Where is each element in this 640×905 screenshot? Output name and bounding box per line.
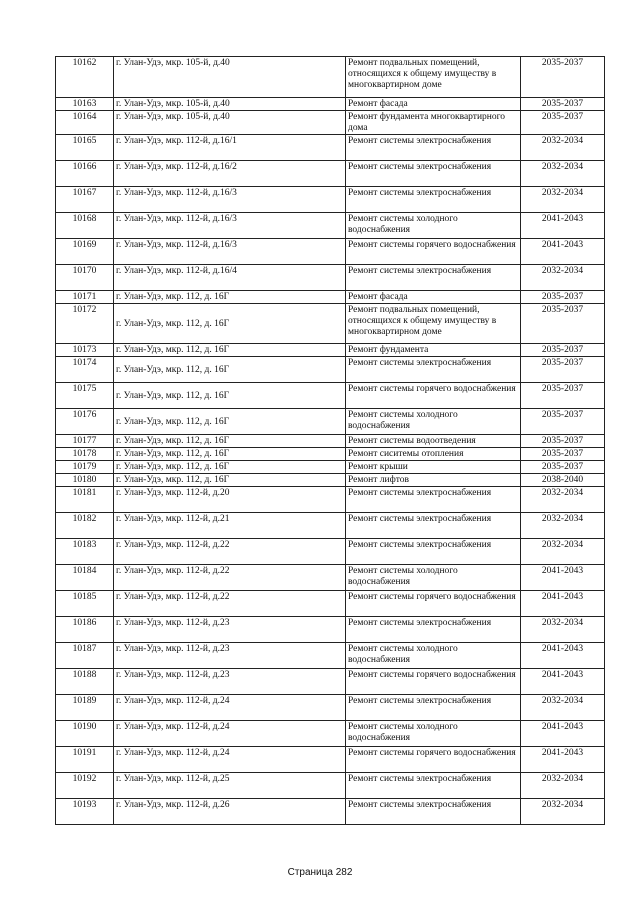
row-years: 2041-2043 [521,721,605,747]
row-address: г. Улан-Удэ, мкр. 112, д. 16Г [114,461,346,474]
row-years: 2041-2043 [521,747,605,773]
row-number: 10165 [56,135,114,161]
row-address: г. Улан-Удэ, мкр. 105-й, д.40 [114,57,346,98]
table-row [56,539,605,565]
table-row [56,57,605,98]
row-work-type: Ремонт системы горячего водоснабжения [346,239,521,265]
row-work-type: Ремонт сиситемы отопления [346,448,521,461]
row-work-type: Ремонт системы холодного водоснабжения [346,213,521,239]
page-number: Страница 282 [287,867,353,878]
row-years: 2041-2043 [521,591,605,617]
row-work-type: Ремонт лифтов [346,474,521,487]
row-years: 2041-2043 [521,239,605,265]
row-number: 10176 [56,409,114,435]
row-address: г. Улан-Удэ, мкр. 112, д. 16Г [114,409,346,435]
row-work-type: Ремонт системы водоотведения [346,435,521,448]
row-years: 2032-2034 [521,161,605,187]
row-work-type: Ремонт системы электроснабжения [346,487,521,513]
row-address: г. Улан-Удэ, мкр. 112-й, д.21 [114,513,346,539]
table-row [56,291,605,304]
row-address: г. Улан-Удэ, мкр. 112-й, д.26 [114,799,346,825]
row-work-type: Ремонт системы холодного водоснабжения [346,409,521,435]
table-row [56,161,605,187]
row-years: 2032-2034 [521,799,605,825]
row-address: г. Улан-Удэ, мкр. 112, д. 16Г [114,383,346,409]
row-years: 2032-2034 [521,265,605,291]
table-row [56,383,605,409]
row-work-type: Ремонт фасада [346,291,521,304]
row-work-type: Ремонт системы электроснабжения [346,187,521,213]
row-work-type: Ремонт системы электроснабжения [346,513,521,539]
row-work-type: Ремонт крыши [346,461,521,474]
table-row [56,213,605,239]
repair-schedule-table [55,56,605,825]
row-years: 2035-2037 [521,291,605,304]
row-years: 2035-2037 [521,448,605,461]
row-work-type: Ремонт системы холодного водоснабжения [346,721,521,747]
row-number: 10173 [56,344,114,357]
table-row [56,98,605,111]
table-row [56,435,605,448]
table-row [56,513,605,539]
table-row [56,344,605,357]
row-years: 2035-2037 [521,304,605,344]
row-number: 10171 [56,291,114,304]
row-number: 10170 [56,265,114,291]
row-address: г. Улан-Удэ, мкр. 112-й, д.16/3 [114,213,346,239]
row-address: г. Улан-Удэ, мкр. 112-й, д.16/3 [114,187,346,213]
table-row [56,265,605,291]
row-work-type: Ремонт системы электроснабжения [346,695,521,721]
row-address: г. Улан-Удэ, мкр. 112-й, д.16/2 [114,161,346,187]
row-work-type: Ремонт фасада [346,98,521,111]
table-row [56,669,605,695]
row-address: г. Улан-Удэ, мкр. 112, д. 16Г [114,344,346,357]
row-years: 2041-2043 [521,643,605,669]
row-work-type: Ремонт системы электроснабжения [346,773,521,799]
table-row [56,239,605,265]
row-number: 10183 [56,539,114,565]
row-years: 2032-2034 [521,187,605,213]
row-address: г. Улан-Удэ, мкр. 112, д. 16Г [114,474,346,487]
table-row [56,617,605,643]
table-row [56,409,605,435]
row-address: г. Улан-Удэ, мкр. 112, д. 16Г [114,291,346,304]
row-address: г. Улан-Удэ, мкр. 105-й, д.40 [114,111,346,135]
row-address: г. Улан-Удэ, мкр. 112-й, д.23 [114,669,346,695]
row-years: 2032-2034 [521,773,605,799]
row-work-type: Ремонт системы электроснабжения [346,265,521,291]
row-years: 2035-2037 [521,98,605,111]
row-work-type: Ремонт фундамента [346,344,521,357]
row-number: 10175 [56,383,114,409]
row-number: 10193 [56,799,114,825]
table-row [56,487,605,513]
row-number: 10188 [56,669,114,695]
row-address: г. Улан-Удэ, мкр. 112-й, д.16/1 [114,135,346,161]
row-address: г. Улан-Удэ, мкр. 112-й, д.24 [114,721,346,747]
row-work-type: Ремонт подвальных помещений, относящихся к общему имуществу в многоквартирном доме [346,57,521,98]
row-work-type: Ремонт системы электроснабжения [346,617,521,643]
row-number: 10178 [56,448,114,461]
row-years: 2035-2037 [521,409,605,435]
row-work-type: Ремонт системы горячего водоснабжения [346,669,521,695]
row-years: 2032-2034 [521,135,605,161]
row-work-type: Ремонт системы электроснабжения [346,799,521,825]
table-row [56,591,605,617]
row-address: г. Улан-Удэ, мкр. 112-й, д.22 [114,591,346,617]
row-number: 10169 [56,239,114,265]
row-number: 10186 [56,617,114,643]
row-work-type: Ремонт системы электроснабжения [346,539,521,565]
row-years: 2035-2037 [521,435,605,448]
row-address: г. Улан-Удэ, мкр. 112-й, д.24 [114,747,346,773]
table-row [56,721,605,747]
row-work-type: Ремонт подвальных помещений, относящихся к общему имуществу в многоквартирном доме [346,304,521,344]
row-work-type: Ремонт фундамента многоквартирного дома [346,111,521,135]
row-address: г. Улан-Удэ, мкр. 112-й, д.23 [114,617,346,643]
row-years: 2032-2034 [521,617,605,643]
table-row [56,135,605,161]
row-number: 10182 [56,513,114,539]
row-number: 10164 [56,111,114,135]
row-work-type: Ремонт системы горячего водоснабжения [346,747,521,773]
row-number: 10172 [56,304,114,344]
row-years: 2032-2034 [521,513,605,539]
row-work-type: Ремонт системы электроснабжения [346,135,521,161]
row-years: 2035-2037 [521,344,605,357]
row-years: 2035-2037 [521,357,605,383]
row-years: 2032-2034 [521,539,605,565]
table-row [56,111,605,135]
row-work-type: Ремонт системы электроснабжения [346,357,521,383]
row-address: г. Улан-Удэ, мкр. 112-й, д.24 [114,695,346,721]
row-number: 10163 [56,98,114,111]
row-work-type: Ремонт системы электроснабжения [346,161,521,187]
row-number: 10187 [56,643,114,669]
row-address: г. Улан-Удэ, мкр. 112-й, д.20 [114,487,346,513]
row-address: г. Улан-Удэ, мкр. 112-й, д.23 [114,643,346,669]
table-row [56,565,605,591]
row-address: г. Улан-Удэ, мкр. 112-й, д.16/3 [114,239,346,265]
row-number: 10168 [56,213,114,239]
table-row [56,187,605,213]
table-row [56,304,605,344]
table-body [56,57,605,825]
table-row [56,461,605,474]
row-years: 2041-2043 [521,565,605,591]
table-row [56,643,605,669]
row-number: 10174 [56,357,114,383]
row-address: г. Улан-Удэ, мкр. 112-й, д.25 [114,773,346,799]
row-address: г. Улан-Удэ, мкр. 105-й, д.40 [114,98,346,111]
row-number: 10192 [56,773,114,799]
row-address: г. Улан-Удэ, мкр. 112, д. 16Г [114,435,346,448]
row-work-type: Ремонт системы горячего водоснабжения [346,383,521,409]
row-work-type: Ремонт системы горячего водоснабжения [346,591,521,617]
row-years: 2035-2037 [521,57,605,98]
row-years: 2035-2037 [521,111,605,135]
row-number: 10179 [56,461,114,474]
row-years: 2038-2040 [521,474,605,487]
row-address: г. Улан-Удэ, мкр. 112, д. 16Г [114,357,346,383]
row-address: г. Улан-Удэ, мкр. 112-й, д.22 [114,565,346,591]
row-address: г. Улан-Удэ, мкр. 112, д. 16Г [114,448,346,461]
row-number: 10185 [56,591,114,617]
row-years: 2041-2043 [521,213,605,239]
row-number: 10191 [56,747,114,773]
row-number: 10162 [56,57,114,98]
table-row [56,474,605,487]
table-row [56,357,605,383]
row-work-type: Ремонт системы холодного водоснабжения [346,565,521,591]
row-number: 10190 [56,721,114,747]
row-work-type: Ремонт системы холодного водоснабжения [346,643,521,669]
table-row [56,773,605,799]
table-row [56,747,605,773]
row-years: 2041-2043 [521,669,605,695]
row-years: 2035-2037 [521,461,605,474]
row-address: г. Улан-Удэ, мкр. 112-й, д.16/4 [114,265,346,291]
row-years: 2032-2034 [521,695,605,721]
table-row [56,695,605,721]
row-number: 10167 [56,187,114,213]
row-number: 10181 [56,487,114,513]
row-number: 10166 [56,161,114,187]
row-number: 10177 [56,435,114,448]
row-address: г. Улан-Удэ, мкр. 112-й, д.22 [114,539,346,565]
row-years: 2035-2037 [521,383,605,409]
row-years: 2032-2034 [521,487,605,513]
row-address: г. Улан-Удэ, мкр. 112, д. 16Г [114,304,346,344]
table-row [56,799,605,825]
row-number: 10189 [56,695,114,721]
table-row [56,448,605,461]
row-number: 10184 [56,565,114,591]
row-number: 10180 [56,474,114,487]
